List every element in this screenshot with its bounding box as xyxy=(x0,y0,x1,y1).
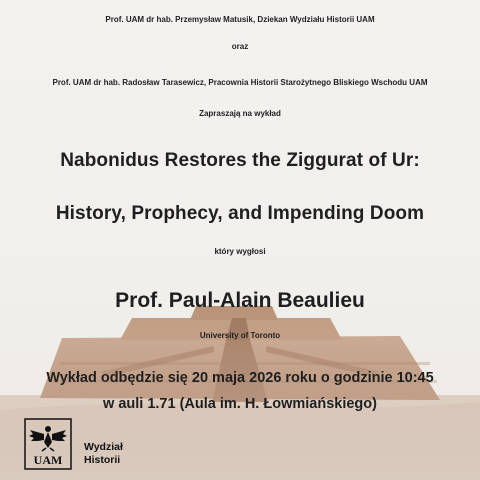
lecture-title-line-1: Nabonidus Restores the Ziggurat of Ur: xyxy=(60,150,420,171)
conjunction: oraz xyxy=(231,42,249,51)
lecture-title-line-2: History, Prophecy, and Impending Doom xyxy=(55,203,425,224)
speaker-name: Prof. Paul-Alain Beaulieu xyxy=(115,289,365,312)
logo-unit-line-2: Historii xyxy=(84,454,121,466)
logo-mark: UAM xyxy=(33,453,63,467)
host-line-2: Prof. UAM dr hab. Radosław Tarasewicz, Pracownia Historii Starożytnego Bliskiego Wschodu UAM xyxy=(52,78,428,87)
lecture-date-time: Wykład odbędzie się 20 maja 2026 roku o godzinie 10:45 xyxy=(46,370,434,386)
eagle-emblem-icon xyxy=(24,418,72,470)
speaker-affiliation: University of Toronto xyxy=(199,331,281,340)
host-line-1: Prof. UAM dr hab. Przemysław Matusik, Dziekan Wydziału Historii UAM xyxy=(105,15,375,24)
given-by: który wygłosi xyxy=(214,247,266,256)
lecture-location: w auli 1.71 (Aula im. H. Łowmiańskiego) xyxy=(103,396,377,412)
logo-unit-line-1: Wydział xyxy=(84,441,123,453)
invitation: Zapraszają na wykład xyxy=(199,109,281,118)
